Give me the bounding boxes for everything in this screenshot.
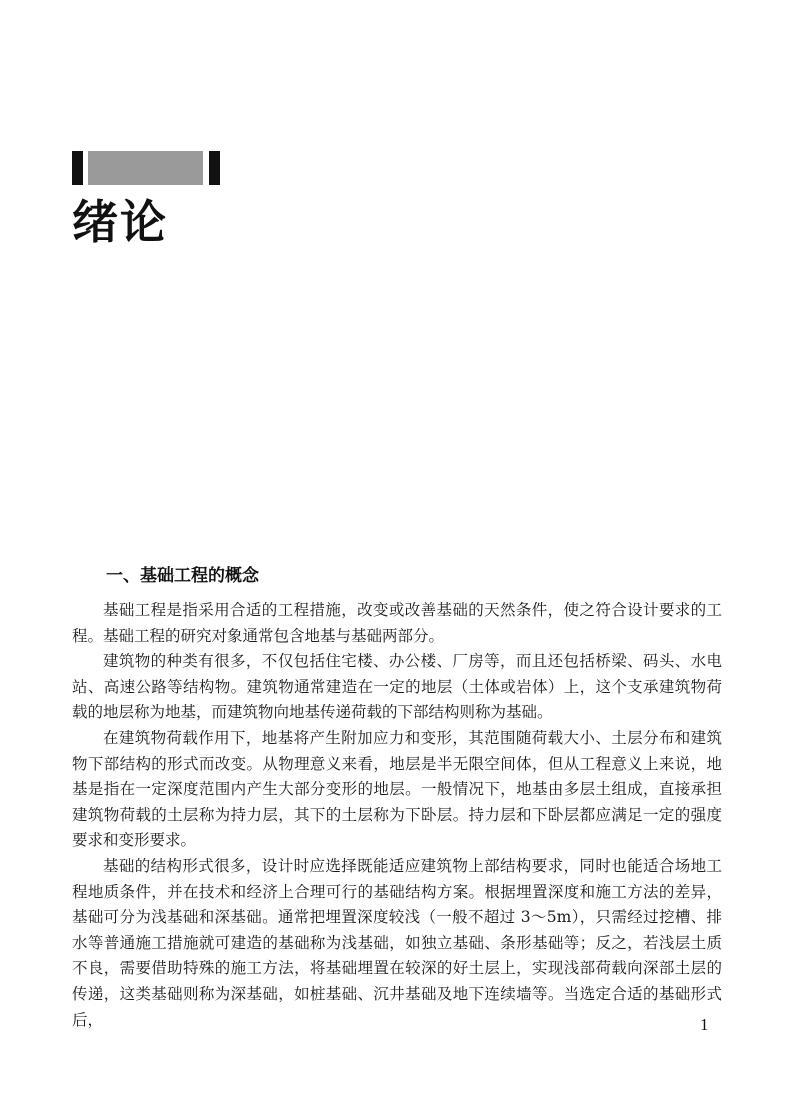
section-heading: 一、基础工程的概念 xyxy=(106,566,259,586)
body-text xyxy=(72,598,722,1033)
chapter-header-bar xyxy=(72,151,220,185)
paragraph: 基础的结构形式很多，设计时应选择既能适应建筑物上部结构要求，同时也能适合场地工程地质条件，并在技术和经济上合理可行的基础结构方案。根据埋置深度和施工方法的差异，基础可分为浅基础和深基础。通常把埋置深度较浅（一般不超过 3～5m），只需经过挖槽、排水等普通施工措施就可建造的基础称为浅基础，如独立基础、条形基础等；反之，若浅层土质不良，需要借助特殊的施工方法，将基础埋置在较深的好土层上，实现浅部荷载向深部土层的传递，这类基础则称为深基础，如桩基础、沉井基础及地下连续墙等。当选定合适的基础形式后， xyxy=(72,856,722,1029)
paragraph: 在建筑物荷载作用下，地基将产生附加应力和变形，其范围随荷载大小、土层分布和建筑物下部结构的形式而改变。从物理意义来看，地层是半无限空间体，但从工程意义上来说，地基是指在一定深度范围内产生大部分变形的地层。一般情况下，地基由多层土组成，直接承担建筑物荷载的土层称为持力层，其下的土层称为下卧层。持力层和下卧层都应满足一定的强度要求和变形要求。 xyxy=(72,728,722,850)
chapter-bar-right-block xyxy=(209,151,220,185)
chapter-bar-left-block xyxy=(72,151,83,185)
paragraph: 建筑物的种类有很多，不仅包括住宅楼、办公楼、厂房等，而且还包括桥梁、码头、水电站、高速公路等结构物。建筑物通常建造在一定的地层（土体或岩体）上，这个支承建筑物荷载的地层称为地基，而建筑物向地基传递荷载的下部结构则称为基础。 xyxy=(72,652,722,722)
page-number: 1 xyxy=(700,1015,709,1034)
chapter-title: 绪论 xyxy=(72,195,168,249)
paragraph: 基础工程是指采用合适的工程措施，改变或改善基础的天然条件，使之符合设计要求的工程。基础工程的研究对象通常包含地基与基础两部分。 xyxy=(72,601,722,645)
chapter-bar-gray-block xyxy=(88,151,203,185)
